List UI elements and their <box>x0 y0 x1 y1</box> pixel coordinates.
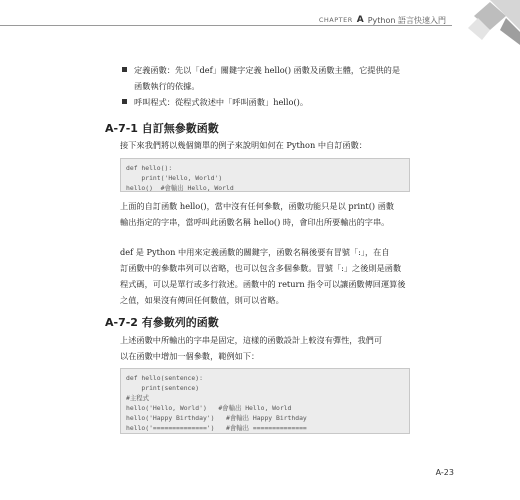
code-line: hello('==============') #會輸出 ============== <box>126 424 307 432</box>
chapter-title: Python 語言快速入門 <box>367 15 446 25</box>
para-line: def 是 Python 中用來定義函數的關鍵字，函數名稱後要有冒號「:」，在自 <box>120 247 390 257</box>
para-line: 以在函數中增加一個參數，範例如下： <box>120 351 260 361</box>
running-header <box>319 14 446 26</box>
bullet-square-icon <box>122 99 127 104</box>
section1-paragraph-1 <box>120 198 420 230</box>
code-block-hello-sentence <box>120 368 410 434</box>
para-line: 之值，如果沒有傳回任何數值，則可以省略。 <box>120 295 284 305</box>
section-title-a-7-1: A-7-1 自訂無參數函數 <box>105 122 219 135</box>
bullet-square-icon <box>122 67 127 72</box>
code-line: def hello(sentence): <box>126 374 203 382</box>
chapter-letter: A <box>356 15 364 25</box>
code-line: print('Hello, World') <box>126 174 223 182</box>
bullet-text: 定義函數：先以「def」關鍵字定義 hello() 函數及函數主體，它提供的是 <box>134 65 401 75</box>
section2-intro <box>120 332 420 364</box>
code-line: #主程式 <box>126 394 150 402</box>
section-title-a-7-2: A-7-2 有參數列的函數 <box>105 316 219 329</box>
bullet-list <box>120 62 420 110</box>
bullet-item-call <box>120 94 420 110</box>
para-line: 輸出指定的字串，當呼叫此函數名稱 hello() 時，會印出所要輸出的字串。 <box>120 217 390 227</box>
bullet-item-define <box>120 62 420 94</box>
code-line: hello('Hello, World') #會輸出 Hello, World <box>126 404 292 412</box>
code-line: hello('Happy Birthday') #會輸出 Happy Birthday <box>126 414 307 422</box>
code-block-hello <box>120 158 410 192</box>
code-line: print(sentence) <box>126 384 200 392</box>
bullet-text-cont: 函數執行的依據。 <box>134 81 200 91</box>
para-line: 訂函數中的參數串列可以省略，也可以包含多個參數。冒號「:」之後則是函數 <box>120 263 402 273</box>
section1-intro <box>120 137 420 153</box>
code-line: def hello(): <box>126 164 173 172</box>
bullet-text: 呼叫程式：從程式敘述中「呼叫函數」hello()。 <box>134 97 309 107</box>
chapter-word: CHAPTER <box>318 16 353 24</box>
para-line: 上述函數中所輸出的字串是固定，這樣的函數設計上較沒有彈性，我們可 <box>120 335 383 345</box>
code-line: hello() #會輸出 Hello, World <box>126 184 234 192</box>
corner-decoration <box>460 0 520 60</box>
section1-paragraph-2 <box>120 244 420 308</box>
para-line: 上面的自訂函數 hello()，當中沒有任何參數，函數功能只是以 print() 函數 <box>120 201 395 211</box>
para-line: 程式碼，可以是單行或多行敘述。函數中的 return 指令可以讓函數傳回運算後 <box>120 279 406 289</box>
page-number: A-23 <box>435 468 454 477</box>
section1-intro-text: 接下來我們將以幾個簡單的例子來說明如何在 Python 中自訂函數： <box>120 140 367 150</box>
